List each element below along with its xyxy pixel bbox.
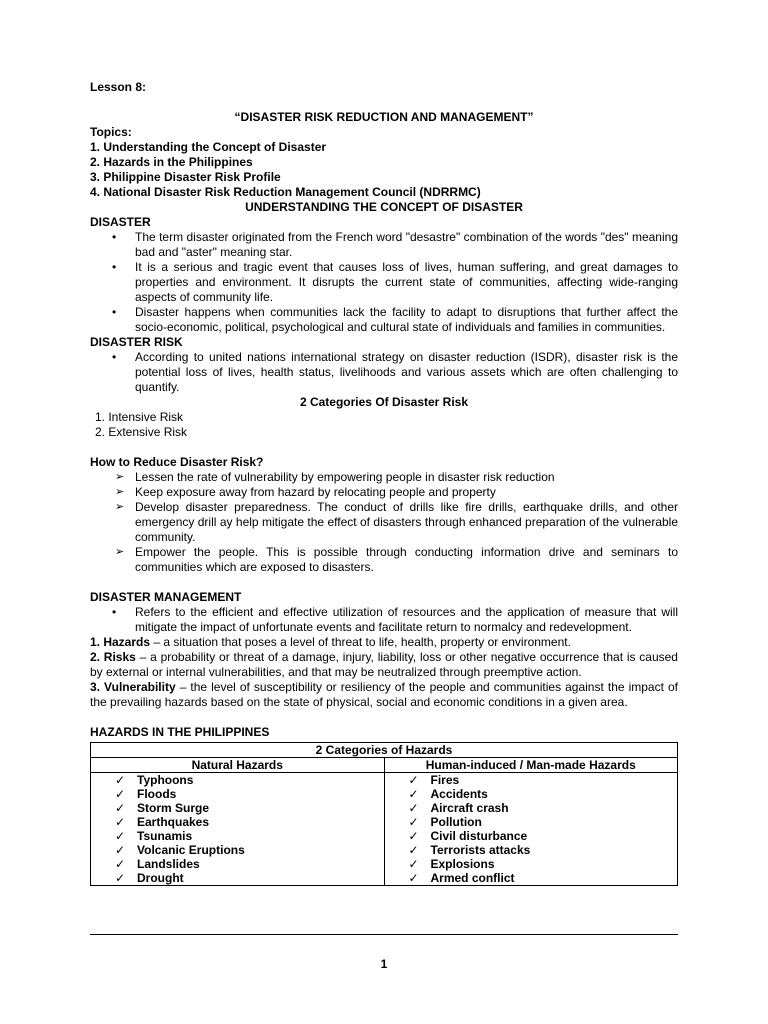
checkmark-icon: ✓ [408, 787, 419, 801]
checkmark-icon: ✓ [408, 829, 419, 843]
checkmark-icon: ✓ [408, 773, 419, 787]
topics-label: Topics: [90, 125, 132, 139]
arrow-list-item: ➢ Lessen the rate of vulnerability by empowering people in disaster risk reduction [90, 470, 678, 485]
table-cell [384, 857, 678, 871]
cell-text: Tsunamis [137, 829, 193, 843]
cell-text: Typhoons [137, 773, 194, 787]
cell-text: Storm Surge [137, 801, 210, 815]
definition-term: 3. Vulnerability [90, 680, 176, 694]
table-cell [384, 773, 678, 788]
table-cell [384, 787, 678, 801]
list-item: 2. Extensive Risk [95, 425, 188, 439]
table-row [91, 801, 678, 815]
bullet-item: • It is a serious and tragic event that causes loss of lives, human suffering, and great damages to properties and environment. It disrupts the current state of communities, affecting wide-ranging aspects of community life. [90, 260, 678, 305]
reduce-risk-list [90, 470, 678, 575]
table-cell [91, 843, 385, 857]
topic-item: 2. Hazards in the Philippines [90, 155, 253, 169]
table-cell [384, 801, 678, 815]
management-heading: DISASTER MANAGEMENT [90, 590, 242, 604]
cell-text: Earthquakes [137, 815, 210, 829]
table-row [91, 857, 678, 871]
cell-text: Accidents [430, 787, 488, 801]
topic-item: 1. Understanding the Concept of Disaster [90, 140, 327, 154]
bullet-item: • Disaster happens when communities lack the facility to adapt to disruptions that further affect the socio-economic, political, psychological and cultural state of individuals and families in communities. [90, 305, 678, 335]
checkmark-icon: ✓ [408, 815, 419, 829]
definition-term: 1. Hazards [90, 635, 151, 649]
topic-item: 3. Philippine Disaster Risk Profile [90, 170, 281, 184]
checkmark-icon: ✓ [408, 857, 419, 871]
table-cell [91, 801, 385, 815]
hazards-table [90, 742, 678, 886]
cell-text: Terrorists attacks [430, 843, 531, 857]
cell-text: Drought [137, 871, 184, 885]
checkmark-icon: ✓ [115, 829, 126, 843]
hazards-heading: HAZARDS IN THE PHILIPPINES [90, 725, 270, 739]
lesson-label: Lesson 8: [90, 80, 147, 94]
table-title: 2 Categories of Hazards [91, 743, 678, 758]
cell-text: Aircraft crash [430, 801, 509, 815]
definition-risks [90, 650, 678, 680]
table-cell [91, 815, 385, 829]
cell-text: Explosions [430, 857, 495, 871]
list-item: 1. Intensive Risk [95, 410, 184, 424]
page-number: 1 [380, 957, 388, 971]
table-cell [91, 857, 385, 871]
definition-text: – the level of susceptibility or resiliency of the people and communities against the impact of the prevailing hazards based on the state of physical, social and economic conditions in a given area. [90, 680, 678, 709]
management-bullet-list [90, 605, 678, 635]
table-row [91, 787, 678, 801]
table-cell [384, 815, 678, 829]
disaster-risk-bullet-list [90, 350, 678, 395]
arrow-list-item: ➢ Keep exposure away from hazard by relocating people and property [90, 485, 678, 500]
bullet-item: • Refers to the efficient and effective utilization of resources and the application of measure that will mitigate the impact of unfortunate events and facilitate return to normalcy and redevelopment. [90, 605, 678, 635]
table-row [91, 773, 678, 788]
checkmark-icon: ✓ [115, 871, 126, 885]
table-cell [384, 871, 678, 886]
table-row [91, 815, 678, 829]
checkmark-icon: ✓ [115, 801, 126, 815]
disaster-heading: DISASTER [90, 215, 151, 229]
table-cell [91, 773, 385, 788]
disaster-bullet-list [90, 230, 678, 335]
checkmark-icon: ✓ [115, 815, 126, 829]
table-cell [384, 829, 678, 843]
arrow-list-item: ➢ Empower the people. This is possible through conducting information drive and seminars to communities which are exposed to disasters. [90, 545, 678, 575]
table-row [91, 871, 678, 886]
bullet-item: • The term disaster originated from the French word "desastre" combination of the words "des" meaning bad and "aster" meaning star. [90, 230, 678, 260]
table-cell [91, 871, 385, 886]
footer-divider [90, 934, 678, 935]
cell-text: Volcanic Eruptions [137, 843, 245, 857]
table-cell [91, 787, 385, 801]
cell-text: Floods [137, 787, 177, 801]
checkmark-icon: ✓ [408, 843, 419, 857]
checkmark-icon: ✓ [115, 773, 126, 787]
reduce-risk-heading: How to Reduce Disaster Risk? [90, 455, 264, 469]
bullet-item: • According to united nations international strategy on disaster reduction (ISDR), disaster risk is the potential loss of lives, health status, livelihoods and various assets which are often challenging to quantify. [90, 350, 678, 395]
definition-text: – a probability or threat of a damage, injury, liability, loss or other negative occurrence that is caused by external or internal vulnerabilities, and that may be neutralized through preemptive action. [90, 650, 678, 679]
document-body [90, 80, 678, 886]
column-header-human: Human-induced / Man-made Hazards [384, 758, 678, 773]
topic-item: 4. National Disaster Risk Reduction Management Council (NDRRMC) [90, 185, 481, 199]
definition-hazards [90, 635, 678, 650]
table-row [91, 843, 678, 857]
arrow-list-item: ➢ Develop disaster preparedness. The conduct of drills like fire drills, earthquake drills, and other emergency drill ay help mitigate the effect of disasters through enhanced preparation of the vulnerable community. [90, 500, 678, 545]
cell-text: Fires [430, 773, 460, 787]
disaster-risk-heading: DISASTER RISK [90, 335, 183, 349]
checkmark-icon: ✓ [408, 871, 419, 885]
checkmark-icon: ✓ [115, 843, 126, 857]
document-title: “DISASTER RISK REDUCTION AND MANAGEMENT” [234, 110, 534, 124]
cell-text: Pollution [430, 815, 482, 829]
table-cell [384, 843, 678, 857]
table-row [91, 829, 678, 843]
checkmark-icon: ✓ [115, 787, 126, 801]
risk-categories-title: 2 Categories Of Disaster Risk [299, 395, 469, 409]
checkmark-icon: ✓ [408, 801, 419, 815]
cell-text: Landslides [137, 857, 200, 871]
cell-text: Armed conflict [430, 871, 515, 885]
definition-text: – a situation that poses a level of threat to life, health, property or environment. [150, 635, 571, 649]
definition-term: 2. Risks [90, 650, 136, 664]
table-cell [91, 829, 385, 843]
cell-text: Civil disturbance [430, 829, 528, 843]
definition-vulnerability [90, 680, 678, 710]
column-header-natural: Natural Hazards [91, 758, 385, 773]
checkmark-icon: ✓ [115, 857, 126, 871]
section-title: UNDERSTANDING THE CONCEPT OF DISASTER [245, 200, 523, 214]
risk-categories-list [90, 410, 678, 440]
